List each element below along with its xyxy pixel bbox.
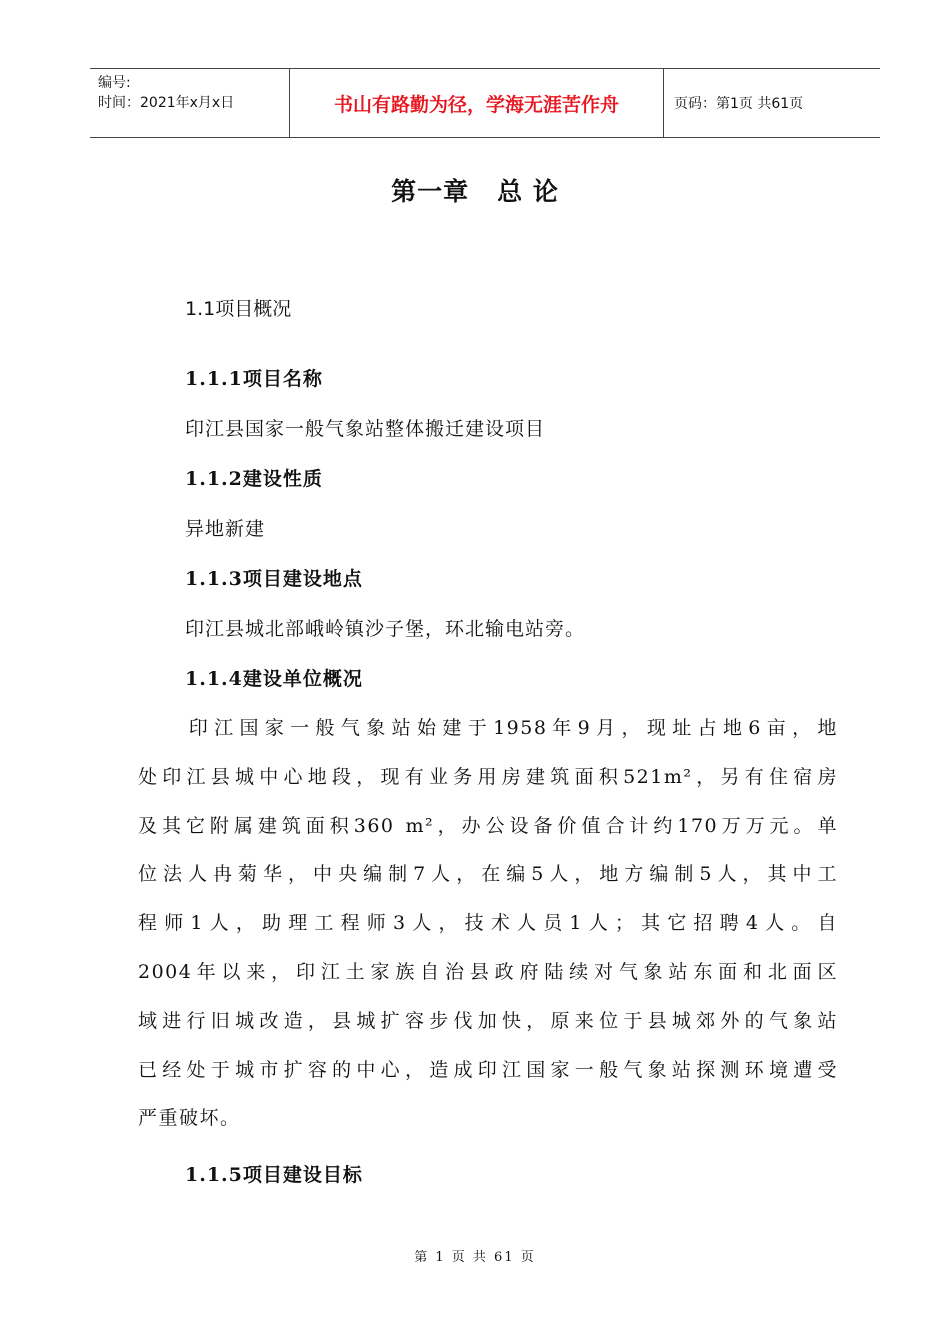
section-heading: 1.1项目概况 (185, 298, 292, 320)
subsection-heading-nature: 1.1.2建设性质 (185, 468, 323, 490)
paragraph-line: 域进行旧城改造，县城扩容步伐加快，原来位于县城郊外的气象站 (138, 1009, 838, 1032)
subsection-heading-location: 1.1.3项目建设地点 (185, 568, 363, 590)
subsection-heading-goal: 1.1.5项目建设目标 (185, 1164, 363, 1186)
chapter-title-part1: 第一章 (391, 177, 470, 206)
number-label: 编号: (98, 75, 131, 91)
paragraph-line: 及其它附属建筑面积360 m²，办公设备价值合计约170万万元。单 (138, 814, 838, 837)
project-location-text: 印江县城北部峨岭镇沙子堡，环北输电站旁。 (185, 618, 586, 640)
chapter-title (0, 172, 950, 208)
chapter-title-part2: 总 论 (497, 177, 559, 206)
header-meta (90, 69, 290, 137)
paragraph-line: 已经处于城市扩容的中心，造成印江国家一般气象站探测环境遭受 (138, 1058, 838, 1081)
header-page-info: 页码：第1页 共61页 (674, 96, 804, 112)
paragraph-line: 程师1人，助理工程师3人，技术人员1人；其它招聘4人。自 (138, 912, 838, 935)
page-footer: 第 1 页 共 61 页 (414, 1250, 536, 1265)
time-label: 时间：2021年x月x日 (98, 95, 235, 111)
paragraph-line: 2004年以来，印江土家族自治县政府陆续对气象站东面和北面区 (138, 960, 838, 983)
paragraph-line: 印江国家一般气象站始建于1958年9月，现址占地6亩，地 (138, 717, 838, 739)
project-nature-text: 异地新建 (185, 518, 266, 540)
project-name-text: 印江县国家一般气象站整体搬迁建设项目 (185, 418, 546, 440)
subsection-heading-unit: 1.1.4建设单位概况 (185, 668, 363, 690)
paragraph-line: 严重破坏。 (138, 1107, 241, 1130)
subsection-heading-name: 1.1.1项目名称 (185, 368, 323, 390)
paragraph-line: 处印江县城中心地段，现有业务用房建筑面积521m²，另有住宿房 (138, 765, 838, 788)
paragraph-line: 位法人冉菊华，中央编制7人，在编5人，地方编制5人，其中工 (138, 863, 838, 886)
header-motto: 书山有路勤为径，学海无涯苦作舟 (290, 69, 664, 137)
page-header (90, 68, 880, 138)
unit-overview-paragraph (138, 704, 838, 1143)
